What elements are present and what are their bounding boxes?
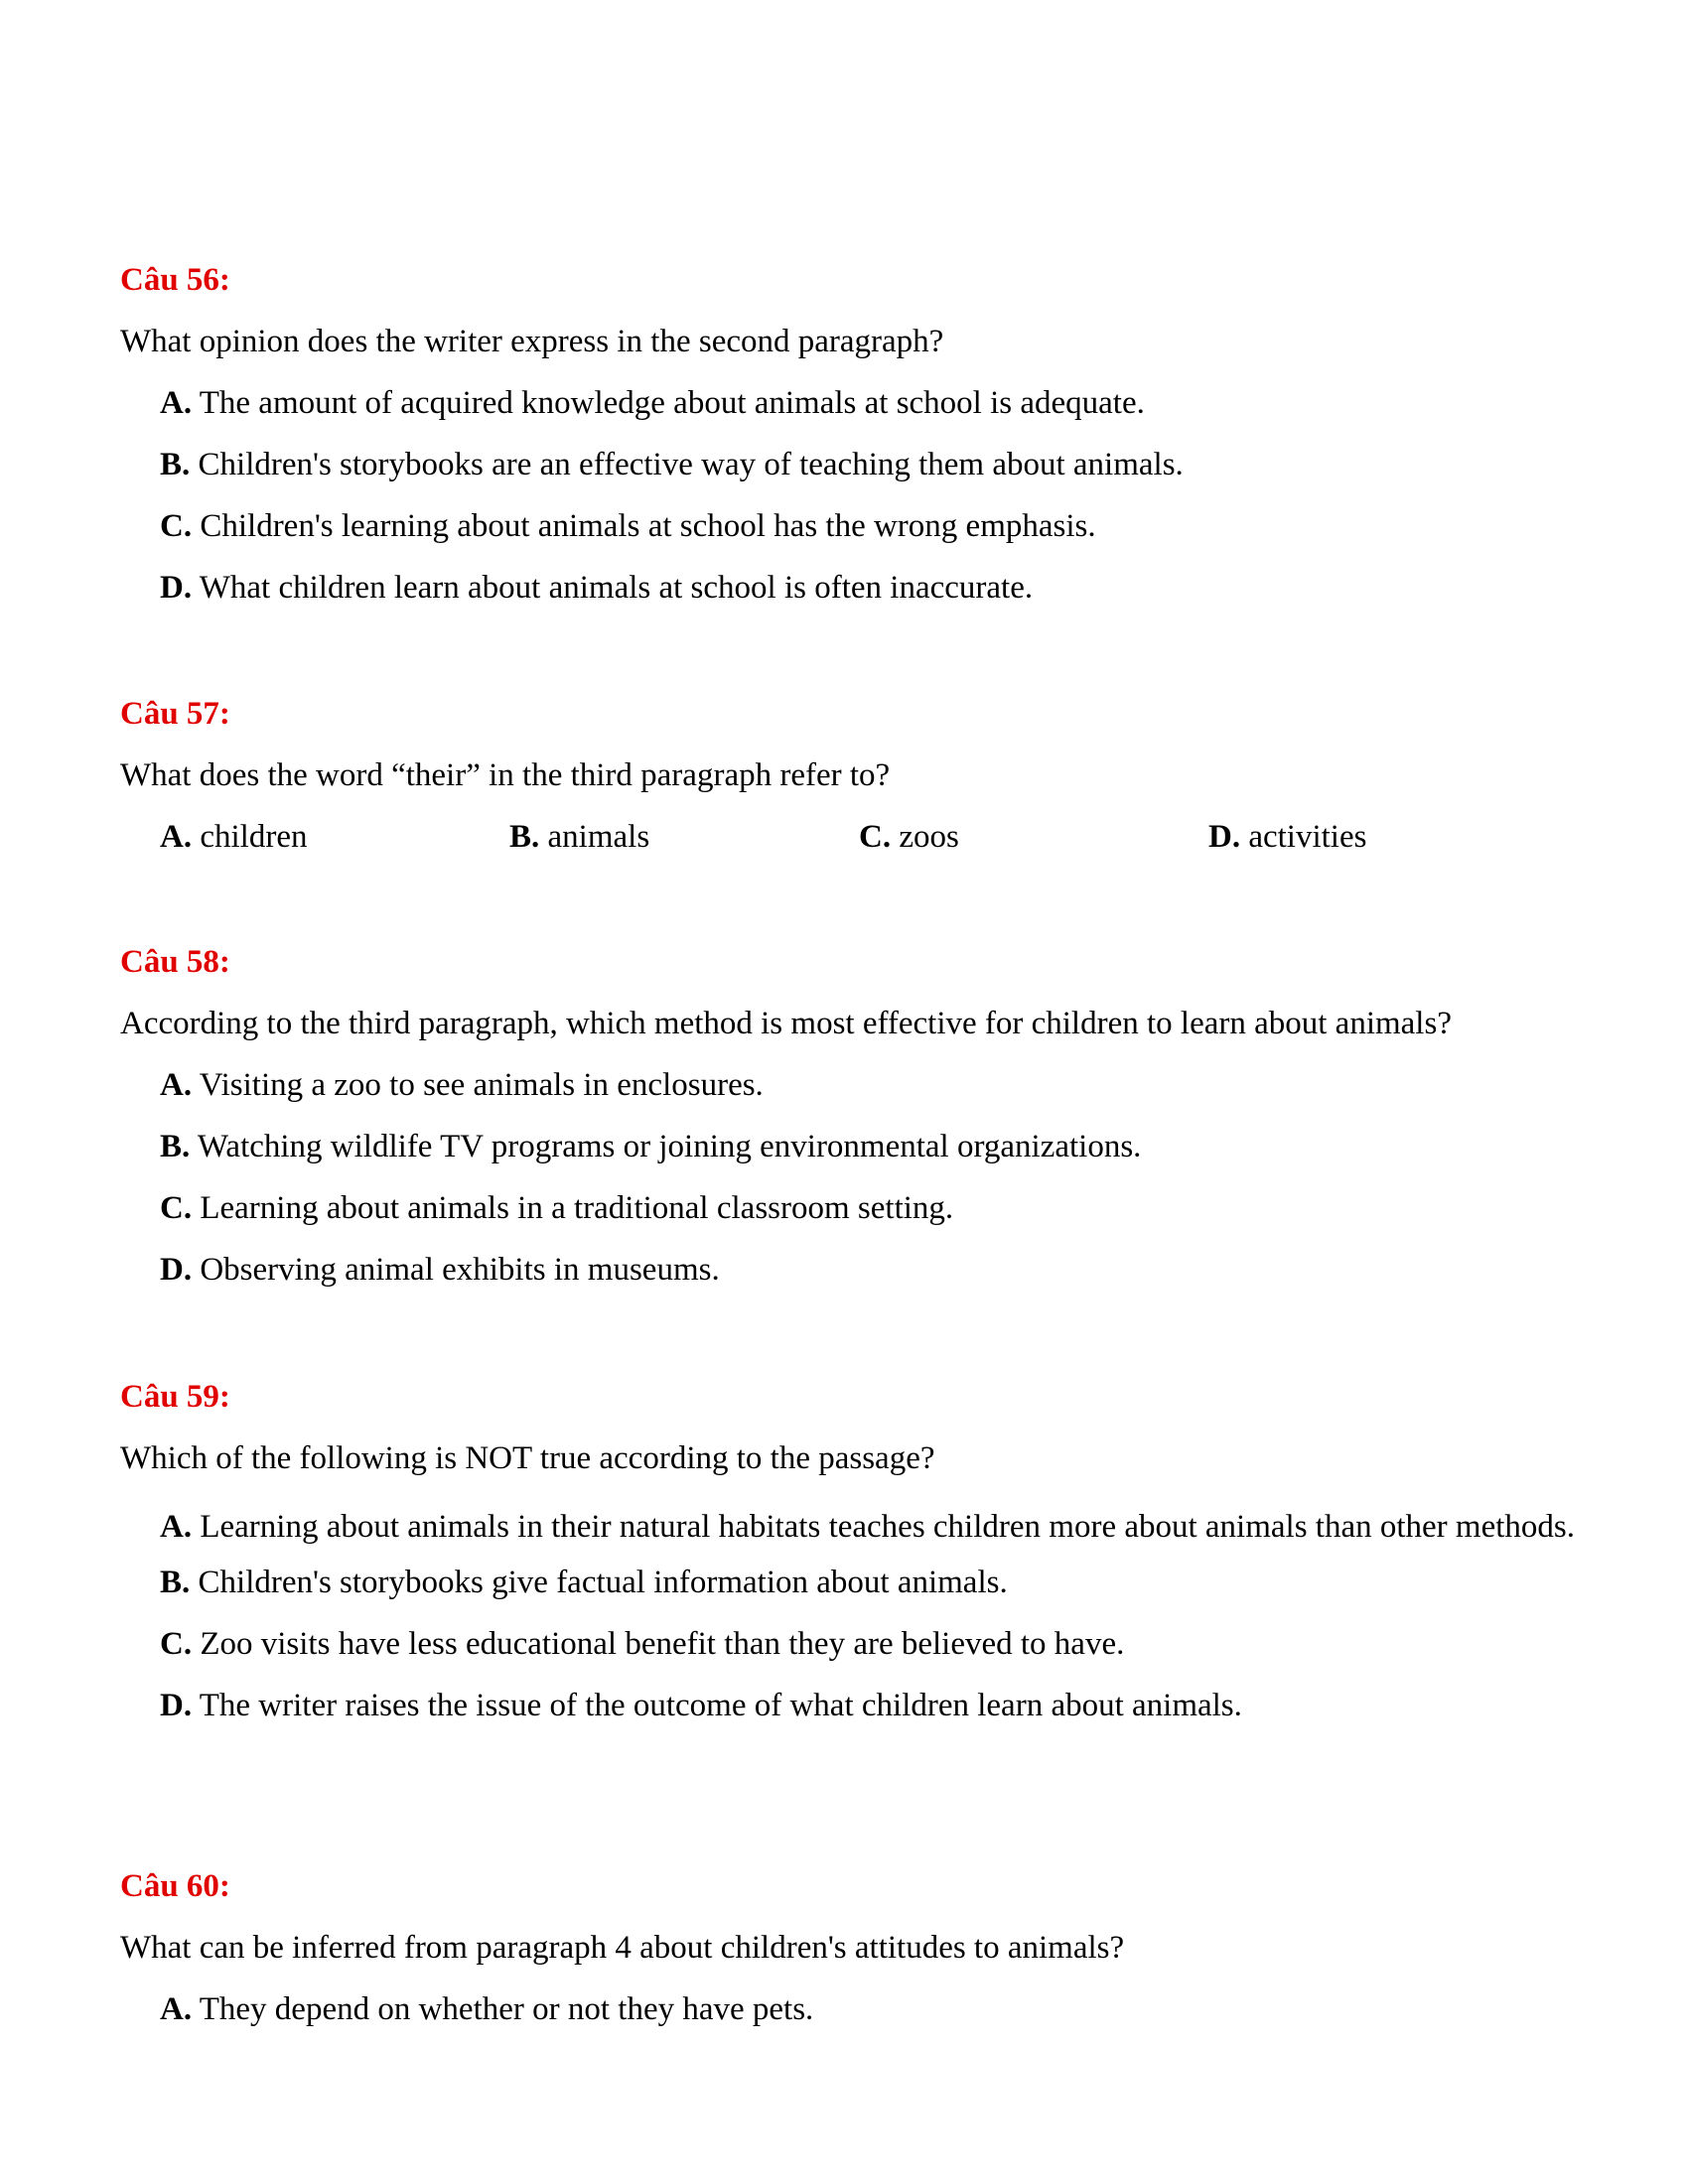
- option-d: [160, 568, 1590, 608]
- option-text: Children's storybooks give factual information about animals.: [198, 1565, 1008, 1600]
- option-c: [859, 817, 959, 857]
- option-text: animals: [547, 819, 650, 855]
- option-text: Observing animal exhibits in museums.: [200, 1252, 720, 1288]
- option-a: [160, 383, 1590, 423]
- option-b: [160, 445, 1590, 484]
- question-label: Câu 59:: [120, 1379, 230, 1415]
- question-label: Câu 57:: [120, 696, 230, 732]
- option-c: [160, 1188, 1590, 1228]
- options-row: [120, 817, 1590, 857]
- option-text: Visiting a zoo to see animals in enclosures.: [199, 1067, 764, 1103]
- option-d: [1208, 817, 1366, 857]
- option-text: What children learn about animals at school is often inaccurate.: [199, 570, 1034, 606]
- question-text: According to the third paragraph, which method is most effective for children to learn about animals?: [120, 1006, 1452, 1041]
- option-b: [160, 1127, 1590, 1166]
- option-a: [160, 817, 307, 857]
- option-letter: A.: [160, 819, 193, 855]
- option-text: They depend on whether or not they have pets.: [199, 1991, 814, 2027]
- option-letter: D.: [160, 570, 193, 606]
- option-letter: B.: [160, 447, 191, 482]
- option-text: Zoo visits have less educational benefit than they are believed to have.: [200, 1626, 1125, 1662]
- option-letter: A.: [160, 385, 193, 421]
- option-letter: D.: [160, 1252, 193, 1288]
- option-letter: B.: [509, 819, 540, 855]
- option-letter: B.: [160, 1565, 191, 1600]
- option-letter: A.: [160, 1991, 193, 2027]
- option-c: [160, 506, 1590, 546]
- question-58: [120, 942, 1590, 1311]
- option-text: children: [200, 819, 308, 855]
- question-56: [120, 260, 1590, 629]
- option-letter: B.: [160, 1129, 191, 1164]
- question-label: Câu 58:: [120, 944, 230, 980]
- option-d: [160, 1250, 1590, 1290]
- option-a: [160, 1500, 1590, 1555]
- option-letter: A.: [160, 1509, 193, 1545]
- option-a: [160, 1989, 1590, 2029]
- question-text: What opinion does the writer express in the second paragraph?: [120, 324, 944, 359]
- option-text: zoos: [899, 819, 959, 855]
- option-text: Children's storybooks are an effective way of teaching them about animals.: [198, 447, 1184, 482]
- option-letter: A.: [160, 1067, 193, 1103]
- option-text: activities: [1248, 819, 1367, 855]
- option-letter: C.: [160, 1190, 193, 1226]
- option-b: [509, 817, 649, 857]
- option-text: Learning about animals in a traditional classroom setting.: [200, 1190, 954, 1226]
- question-59: [120, 1377, 1590, 1747]
- option-text: Learning about animals in their natural habitats teaches children more about animals than other methods.: [200, 1509, 1575, 1545]
- question-label: Câu 56:: [120, 262, 230, 298]
- option-d: [160, 1686, 1590, 1725]
- option-letter: C.: [160, 508, 193, 544]
- option-letter: D.: [1208, 819, 1241, 855]
- option-b: [160, 1563, 1590, 1602]
- option-a: [160, 1065, 1590, 1105]
- question-label: Câu 60:: [120, 1868, 230, 1904]
- option-text: Children's learning about animals at school has the wrong emphasis.: [200, 508, 1096, 544]
- question-text: What does the word “their” in the third paragraph refer to?: [120, 757, 891, 793]
- option-text: The amount of acquired knowledge about animals at school is adequate.: [199, 385, 1145, 421]
- question-text: What can be inferred from paragraph 4 about children's attitudes to animals?: [120, 1930, 1125, 1966]
- option-text: The writer raises the issue of the outcome of what children learn about animals.: [199, 1688, 1242, 1723]
- question-60: [120, 1866, 1590, 2051]
- question-57: [120, 694, 1590, 857]
- option-text: Watching wildlife TV programs or joining environmental organizations.: [197, 1129, 1142, 1164]
- option-letter: D.: [160, 1688, 193, 1723]
- option-c: [160, 1624, 1590, 1664]
- option-letter: C.: [859, 819, 892, 855]
- option-letter: C.: [160, 1626, 193, 1662]
- question-text: Which of the following is NOT true according to the passage?: [120, 1440, 935, 1476]
